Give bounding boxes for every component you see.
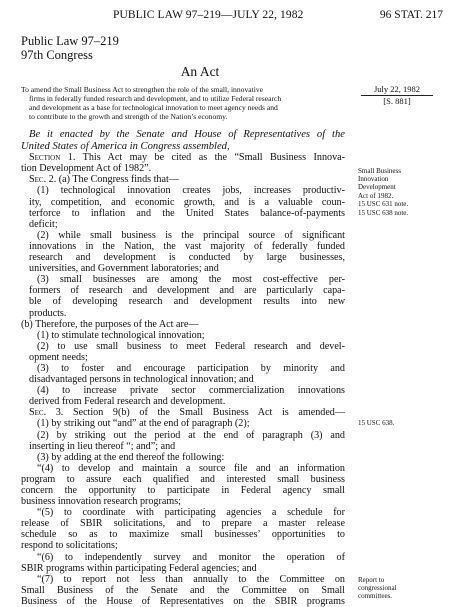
purpose-line: and development as a base for technological innovation to meet agency needs and <box>29 102 278 112</box>
margin-note-line: Development <box>358 183 396 192</box>
enacting-clause: Be it enacted by the Senate and House of Representatives of the <box>29 129 345 140</box>
margin-note-line: Small Business <box>358 167 401 175</box>
section-label: Sec. 3. <box>29 407 64 419</box>
margin-note-usc: 15 USC 631 note. <box>358 199 409 208</box>
margin-note-line: congressional <box>358 584 397 593</box>
text-line: (3) to foster and encourage participation by minority and <box>37 362 345 374</box>
text-line: “(6) to independently survey and monitor the operation of <box>37 551 345 563</box>
text-line: (b) Therefore, the purposes of the Act are— <box>21 318 199 330</box>
section-text: This Act may be cited as the “Small Business Innova- <box>75 152 345 164</box>
text-line: (3) by adding at the end thereof the following: <box>37 451 225 463</box>
act-heading: An Act <box>180 64 220 79</box>
purpose-line: to contribute to the growth and strength of the Nation’s economy. <box>29 111 228 121</box>
section-1 <box>21 152 345 163</box>
text-line: SBIR programs within participating Federal agencies; and <box>21 562 257 574</box>
text-line: (3) small businesses are among the most cost-effective per- <box>37 274 345 286</box>
purpose-line: firms in federally funded research and development, and to utilize Federal research <box>29 93 282 103</box>
statute-body <box>21 129 345 607</box>
text-line: terforce to inflation and the United States balance-of-payments <box>29 207 345 219</box>
text-line: business innovation research programs; <box>21 496 181 508</box>
text-line: products. <box>29 307 67 319</box>
running-header-page: 96 STAT. 217 <box>379 9 443 21</box>
running-header-title: PUBLIC LAW 97–219—JULY 22, 1982 <box>113 9 304 21</box>
section-label: Section 1. <box>29 152 76 164</box>
margin-note-line: committees. <box>358 592 393 601</box>
text-line: (4) to increase private sector commercialization innovations <box>37 385 345 397</box>
text-line: universities, and Government laboratories; and <box>29 263 219 275</box>
text-line: innovations in the Nation, the vast majority of federally funded <box>29 240 345 252</box>
margin-note-usc: 15 USC 638. <box>358 419 395 427</box>
text-line: “(5) to coordinate with participating agencies a schedule for <box>37 507 345 519</box>
text-line: schedule so as to maximize small businesses’ opportunities to <box>21 529 345 541</box>
purpose-clause <box>21 86 343 122</box>
section-2 <box>21 174 345 185</box>
text-line: ity, competition, and economic growth, and is a valuable coun- <box>29 196 345 208</box>
text-line: “(7) to report not less than annually to the Committee on <box>37 573 345 585</box>
section-text: (a) The Congress finds that— <box>56 174 179 186</box>
law-identifier <box>21 34 119 62</box>
section-3 <box>21 407 345 418</box>
public-law-number: Public Law 97–219 <box>21 34 119 48</box>
text-line: “(4) to develop and maintain a source file and an information <box>37 462 345 474</box>
margin-note-report <box>358 576 454 601</box>
text-line: (2) by striking out the period at the end of paragraph (3) and <box>37 429 345 441</box>
text-line: concern the opportunity to participate in Federal agency small <box>21 485 345 496</box>
enacting-clause: United States of America in Congress assembled, <box>21 140 230 152</box>
text-line: (1) to stimulate technological innovation; <box>37 329 205 341</box>
text-line: inserting in lieu thereof “; and”; and <box>29 440 176 452</box>
margin-note-short-title <box>358 167 454 208</box>
congress-number: 97th Congress <box>21 48 93 62</box>
purpose-line: To amend the Small Business Act to strengthen the role of the small, innovative <box>21 85 264 94</box>
text-line: (1) by striking out “and” at the end of paragraph (2); <box>37 418 250 430</box>
text-line: derived from Federal research and development. <box>29 396 226 408</box>
text-line: ble of developing research and development results into new <box>29 296 345 308</box>
text-line: Small Business of the Senate and the Committee on Small <box>21 584 345 596</box>
section-label: Sec. 2. <box>29 174 57 186</box>
text-line: deficit; <box>29 218 58 230</box>
text-line: (1) technological innovation creates jobs, increases productiv- <box>37 185 345 197</box>
text-line: program to assure each qualified and interested small business <box>21 473 345 485</box>
margin-note-line: Innovation <box>358 175 389 184</box>
margin-note-line: Report to <box>358 576 385 584</box>
text-line: release of SBIR solicitations, and to prepare a master release <box>21 518 345 530</box>
text-line: disadvantaged persons in technological innovation; and <box>29 374 254 386</box>
text-line: formers of research and development and are particularly capa- <box>29 285 345 297</box>
bill-number: [S. 881] <box>383 96 411 106</box>
margin-note-line: Act of 1982. <box>358 191 394 200</box>
text-line: (2) to use small business to meet Federal research and devel- <box>37 340 345 352</box>
margin-note-usc: 15 USC 638 note. <box>358 209 409 217</box>
text-line: opment needs; <box>29 351 88 363</box>
enactment-date: July 22, 1982 <box>361 84 433 96</box>
text-line: tion Development Act of 1982”. <box>21 163 152 175</box>
text-line: respond to solicitations; <box>21 540 118 552</box>
enactment-date-note <box>361 84 433 106</box>
text-line: (2) while small business is the principal source of significant <box>37 229 345 241</box>
text-line: Business of the House of Representatives on the SBIR programs <box>21 595 345 607</box>
section-text: Section 9(b) of the Small Business Act is amended— <box>63 407 345 419</box>
text-line: research and development is conducted by large businesses, <box>29 252 345 264</box>
